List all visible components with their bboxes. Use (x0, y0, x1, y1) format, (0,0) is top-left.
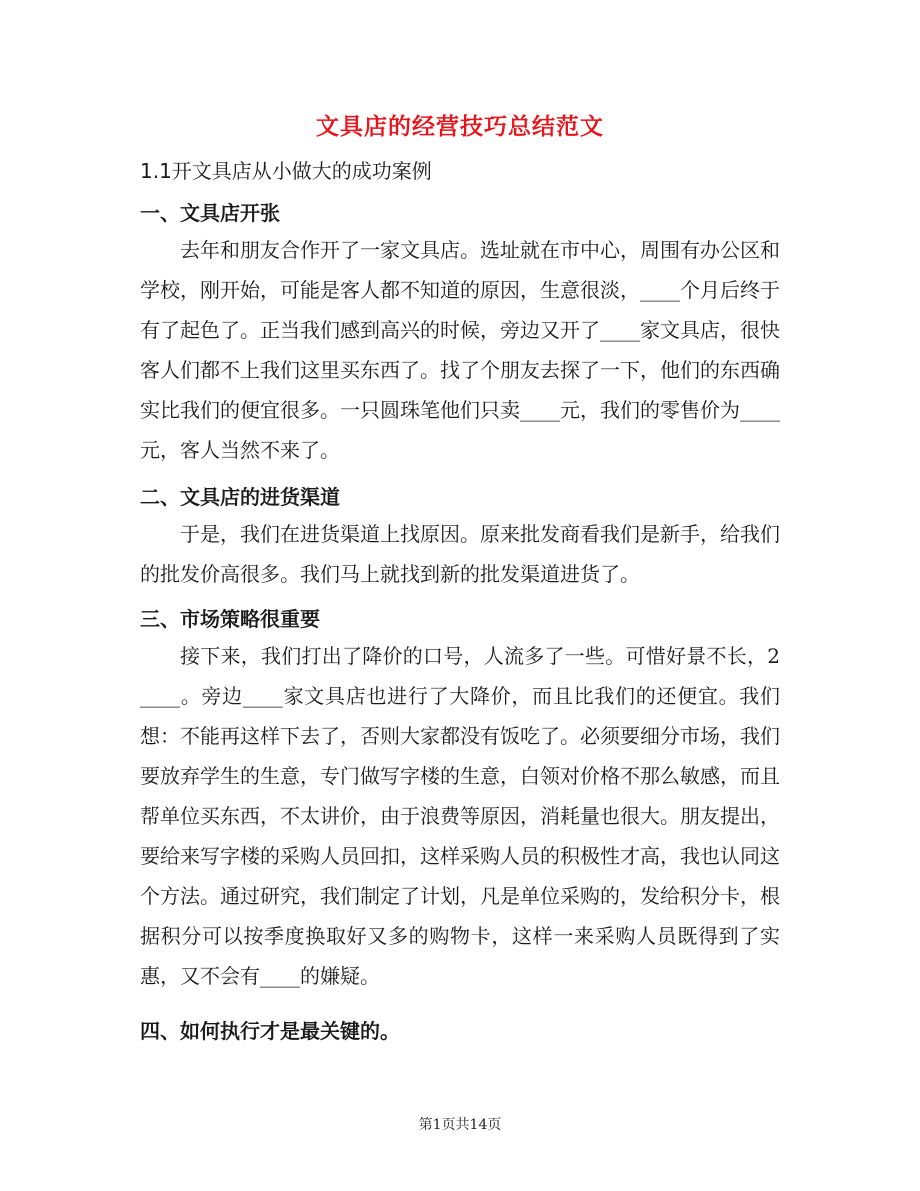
section-3-heading: 三、市场策略很重要 (140, 607, 320, 631)
section-4-heading: 四、如何执行才是最关键的。 (140, 1019, 400, 1043)
page-number: 第1页共14页 (418, 1117, 502, 1133)
section-2-heading: 二、文具店的进货渠道 (140, 485, 340, 509)
section-1-heading: 一、文具店开张 (140, 201, 280, 225)
section-1-paragraph: 去年和朋友合作开了一家文具店。选址就在市中心，周围有办公区和学校，刚开始，可能是客人都不知道的原因，生意很淡，____个月后终于有了起色了。正当我们感到高兴的时候，旁边又开了____家文具店，很快客人们都不上我们这里买东西了。找了个朋友去探了一下，他们的东西确实比我们的便宜很多。一只圆珠笔他们只卖____元，我们的零售价为____元，客人当然不来了。 (140, 238, 780, 462)
section-2-paragraph: 于是，我们在进货渠道上找原因。原来批发商看我们是新手，给我们的批发价高很多。我们马上就找到新的批发渠道进货了。 (140, 522, 780, 586)
document-title: 文具店的经营技巧总结范文 (316, 113, 604, 140)
document-subtitle: 1.1开文具店从小做大的成功案例 (140, 159, 432, 183)
section-3-paragraph: 接下来，我们打出了降价的口号，人流多了一些。可惜好景不长，2____。旁边____家文具店也进行了大降价，而且比我们的还便宜。我们想：不能再这样下去了，否则大家都没有饭吃了。必须要细分市场，我们要放弃学生的生意，专门做写字楼的生意，白领对价格不那么敏感，而且帮单位买东西，不太讲价，由于浪费等原因，消耗量也很大。朋友提出，要给来写字楼的采购人员回扣，这样采购人员的积极性才高，我也认同这个方法。通过研究，我们制定了计划，凡是单位采购的，发给积分卡，根据积分可以按季度换取好又多的购物卡，这样一来采购人员既得到了实惠，又不会有____的嫌疑。 (140, 644, 780, 988)
